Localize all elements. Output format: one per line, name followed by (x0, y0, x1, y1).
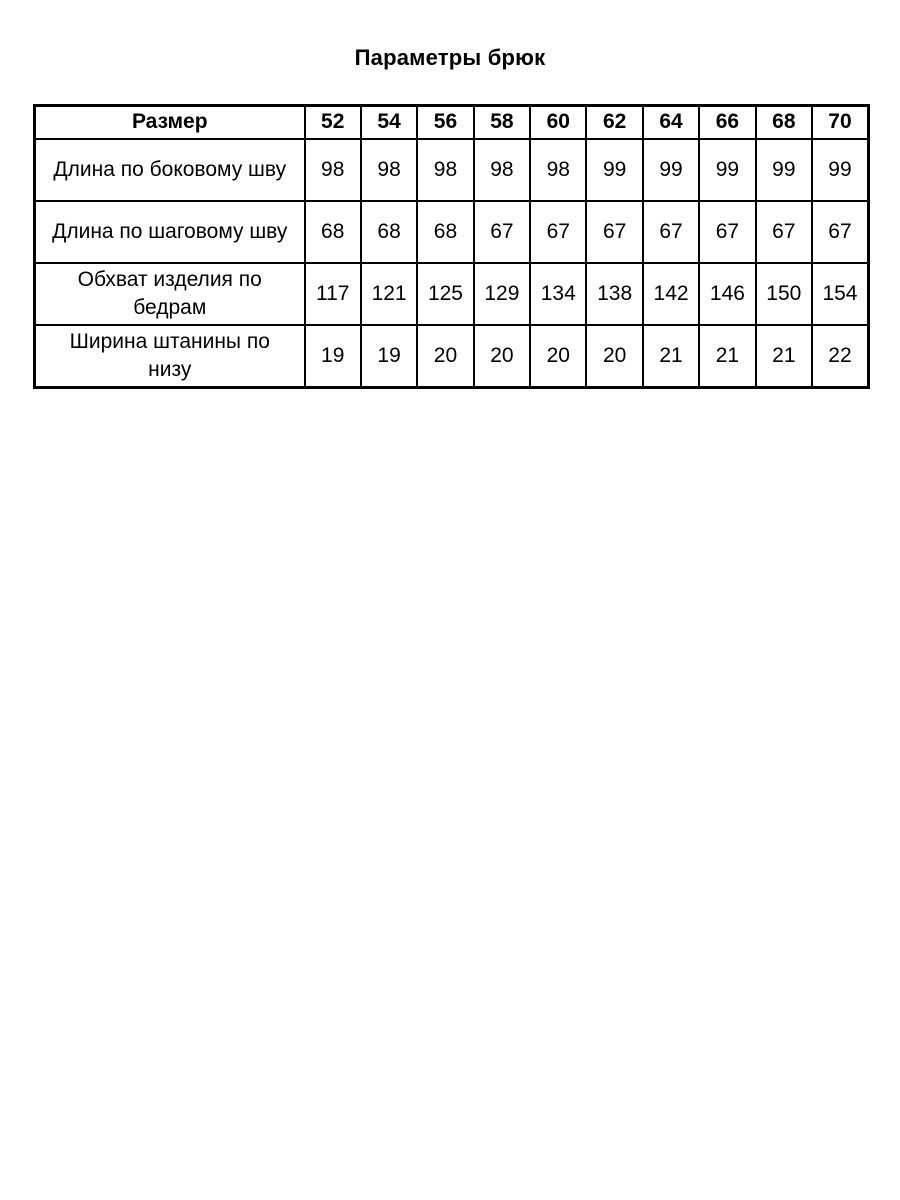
size-column-header: 68 (756, 106, 812, 140)
row-label-text: Длина по боковому шву (53, 157, 287, 181)
value-cell: 67 (812, 201, 868, 263)
row-label-text: Ширина штанины по низу (69, 329, 270, 381)
value-cell: 99 (699, 139, 755, 201)
value-cell: 20 (530, 325, 586, 388)
table-body (35, 139, 869, 388)
value-cell: 154 (812, 263, 868, 325)
value-cell: 98 (417, 139, 473, 201)
row-label-text: Длина по шаговому шву (52, 219, 288, 243)
value-cell: 150 (756, 263, 812, 325)
value-cell: 21 (643, 325, 699, 388)
row-label (35, 325, 305, 388)
row-label-text: Обхват изделия по бедрам (77, 267, 262, 319)
value-cell: 68 (305, 201, 361, 263)
value-cell: 19 (361, 325, 417, 388)
table-row (35, 325, 869, 388)
value-cell: 98 (530, 139, 586, 201)
value-cell: 68 (361, 201, 417, 263)
value-cell: 20 (417, 325, 473, 388)
value-cell: 67 (474, 201, 530, 263)
value-cell: 146 (699, 263, 755, 325)
value-cell: 22 (812, 325, 868, 388)
value-cell: 19 (305, 325, 361, 388)
table-header (35, 106, 869, 140)
value-cell: 21 (756, 325, 812, 388)
value-cell: 20 (586, 325, 642, 388)
value-cell: 99 (756, 139, 812, 201)
value-cell: 117 (305, 263, 361, 325)
value-cell: 142 (643, 263, 699, 325)
value-cell: 99 (643, 139, 699, 201)
size-column-header: 56 (417, 106, 473, 140)
header-label-cell: Размер (35, 106, 305, 140)
value-cell: 67 (756, 201, 812, 263)
size-column-header: 54 (361, 106, 417, 140)
size-column-header: 66 (699, 106, 755, 140)
value-cell: 99 (586, 139, 642, 201)
value-cell: 67 (643, 201, 699, 263)
table-row (35, 263, 869, 325)
row-label (35, 139, 305, 201)
size-column-header: 70 (812, 106, 868, 140)
row-label (35, 263, 305, 325)
value-cell: 98 (361, 139, 417, 201)
row-label (35, 201, 305, 263)
size-column-header: 62 (586, 106, 642, 140)
value-cell: 134 (530, 263, 586, 325)
value-cell: 99 (812, 139, 868, 201)
value-cell: 68 (417, 201, 473, 263)
value-cell: 121 (361, 263, 417, 325)
value-cell: 98 (305, 139, 361, 201)
size-column-header: 52 (305, 106, 361, 140)
value-cell: 138 (586, 263, 642, 325)
value-cell: 20 (474, 325, 530, 388)
size-column-header: 64 (643, 106, 699, 140)
value-cell: 21 (699, 325, 755, 388)
value-cell: 67 (530, 201, 586, 263)
header-row (35, 106, 869, 140)
value-cell: 98 (474, 139, 530, 201)
value-cell: 125 (417, 263, 473, 325)
value-cell: 67 (699, 201, 755, 263)
page-title: Параметры брюк (354, 45, 546, 70)
value-cell: 129 (474, 263, 530, 325)
size-column-header: 60 (530, 106, 586, 140)
table-row (35, 201, 869, 263)
size-column-header: 58 (474, 106, 530, 140)
value-cell: 67 (586, 201, 642, 263)
size-table (33, 104, 870, 389)
table-row (35, 139, 869, 201)
